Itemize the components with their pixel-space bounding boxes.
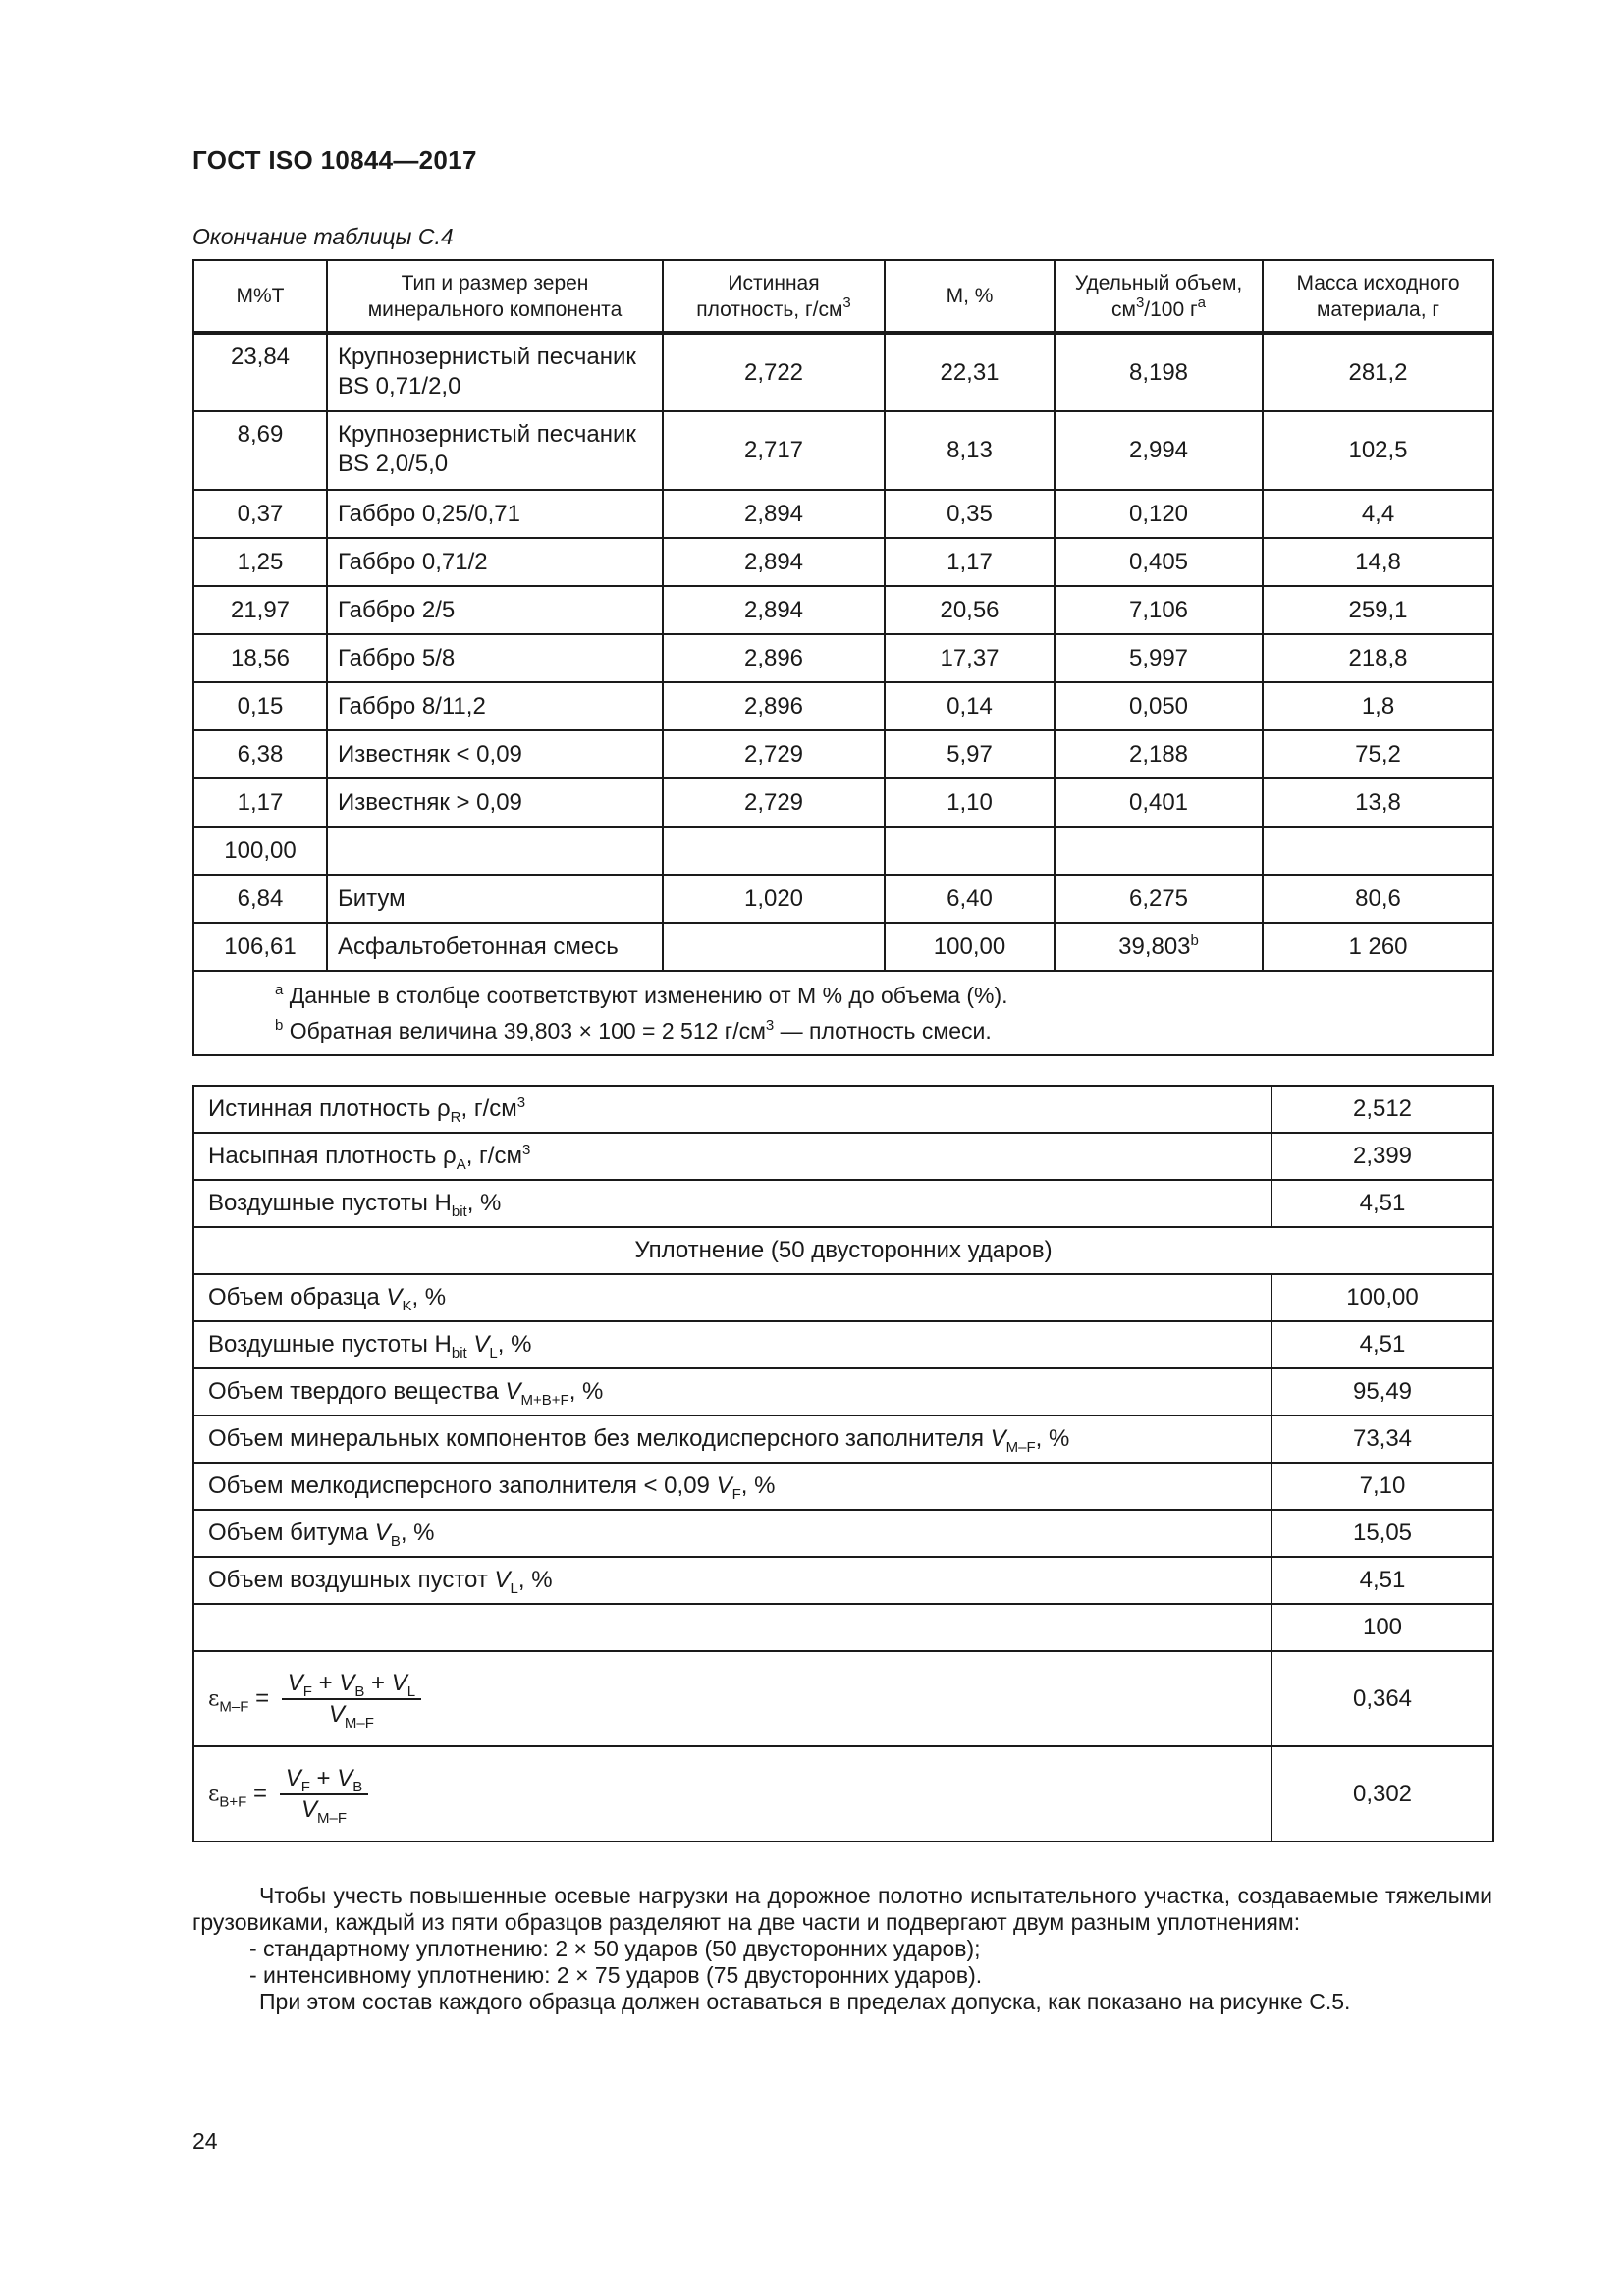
cell-mass: 13,8: [1263, 778, 1493, 827]
table-row: [193, 333, 1493, 411]
cell-name: Асфальтобетонная смесь: [327, 923, 663, 971]
cell-density: 2,717: [663, 411, 885, 490]
cell-m: 8,13: [885, 411, 1055, 490]
paragraph: При этом состав каждого образца должен оставаться в пределах допуска, как показано на рисунке С.5.: [259, 1989, 1351, 2014]
prop-row-solid-volume: [193, 1368, 1493, 1415]
cell-density: 1,020: [663, 875, 885, 923]
prop-label: Объем образца $V_K$, %: [193, 1274, 1272, 1321]
col-header-mass: Масса исходного материала, г: [1263, 260, 1493, 333]
cell-volume: 39,803$^b$: [1055, 923, 1263, 971]
cell-density: 2,896: [663, 634, 885, 682]
prop-value: 2,512: [1272, 1086, 1493, 1133]
cell-name: Известняк < 0,09: [327, 730, 663, 778]
prop-row-sample-volume: [193, 1274, 1493, 1321]
cell-mt: 106,61: [193, 923, 327, 971]
cell-mass: 281,2: [1263, 333, 1493, 411]
col-header-density: Истинная плотность, $г/см^3$: [663, 260, 885, 333]
prop-value: 0,364: [1272, 1651, 1493, 1746]
table-row: [193, 411, 1493, 490]
paragraph: Чтобы учесть повышенные осевые нагрузки на дорожное полотно испытательного участка, создаваемые тяжелыми грузовиками, каждый из пяти образцов разделяют на две части и подвергают двум разным уплотнениям:: [192, 1883, 1492, 1935]
prop-label: Воздушные пустоты $H_{bit}$, %: [193, 1180, 1272, 1227]
table-row-total: [193, 923, 1493, 971]
cell-mt: 6,84: [193, 875, 327, 923]
prop-row-total: [193, 1604, 1493, 1651]
page-number: 24: [192, 2128, 218, 2154]
prop-label: Насыпная плотность $\rho_A$, $г/см^3$: [193, 1133, 1272, 1180]
cell-mass: [1263, 827, 1493, 875]
footnotes-cell: [193, 971, 1493, 1055]
prop-value: 0,302: [1272, 1746, 1493, 1842]
cell-m: 1,10: [885, 778, 1055, 827]
prop-row-air-voids-vl: [193, 1321, 1493, 1368]
prop-label: Объем воздушных пустот $V_L$, %: [193, 1557, 1272, 1604]
prop-row-formula-mf: [193, 1651, 1493, 1746]
cell-mass: 102,5: [1263, 411, 1493, 490]
prop-label: Объем твердого вещества $V_{M+B+F}$, %: [193, 1368, 1272, 1415]
table-row: [193, 634, 1493, 682]
cell-m: 20,56: [885, 586, 1055, 634]
cell-volume: 0,120: [1055, 490, 1263, 538]
cell-mt: 0,15: [193, 682, 327, 730]
prop-label: [193, 1604, 1272, 1651]
cell-mass: 1 260: [1263, 923, 1493, 971]
table-header-row: [193, 260, 1493, 333]
prop-value: 4,51: [1272, 1180, 1493, 1227]
table-footnotes: [193, 971, 1493, 1055]
prop-label: Объем битума $V_B$, %: [193, 1510, 1272, 1557]
prop-value: 100,00: [1272, 1274, 1493, 1321]
prop-value: 2,399: [1272, 1133, 1493, 1180]
cell-name: Крупнозернистый песчаник BS 0,71/2,0: [327, 333, 663, 411]
cell-m: 1,17: [885, 538, 1055, 586]
cell-m: 0,14: [885, 682, 1055, 730]
cell-name: Известняк > 0,09: [327, 778, 663, 827]
prop-value: 15,05: [1272, 1510, 1493, 1557]
cell-mt: 21,97: [193, 586, 327, 634]
cell-density: 2,729: [663, 730, 885, 778]
cell-m: 6,40: [885, 875, 1055, 923]
cell-mass: 218,8: [1263, 634, 1493, 682]
cell-m: 22,31: [885, 333, 1055, 411]
cell-volume: 8,198: [1055, 333, 1263, 411]
cell-volume: [1055, 827, 1263, 875]
table-row: [193, 730, 1493, 778]
cell-mass: 1,8: [1263, 682, 1493, 730]
prop-row-void-volume: [193, 1557, 1493, 1604]
section-heading: Уплотнение (50 двусторонних ударов): [193, 1227, 1493, 1274]
col-header-m: M, %: [885, 260, 1055, 333]
composition-table: [192, 259, 1494, 1056]
cell-mt: 1,25: [193, 538, 327, 586]
cell-density: 2,894: [663, 538, 885, 586]
footnote-b: $^b$ Обратная величина 39,803 × 100 = 2 512 $г/см^3$ — плотность смеси.: [275, 1017, 992, 1043]
table-row-subtotal: [193, 827, 1493, 875]
prop-label: Объем мелкодисперсного заполнителя < 0,09 $V_F$, %: [193, 1463, 1272, 1510]
cell-m: 5,97: [885, 730, 1055, 778]
cell-density: 2,722: [663, 333, 885, 411]
cell-volume: 2,994: [1055, 411, 1263, 490]
list-item: - интенсивному уплотнению: 2 × 75 ударов (75 двусторонних ударов).: [249, 1962, 983, 1988]
cell-volume: 0,401: [1055, 778, 1263, 827]
col-header-type: Тип и размер зерен минерального компонента: [327, 260, 663, 333]
formula-epsilon-mf: $\varepsilon_{M-F}$ = $\frac{V_F + V_B + V_L}{V_{M-F}}$: [193, 1651, 1272, 1746]
cell-name: Крупнозернистый песчаник BS 2,0/5,0: [327, 411, 663, 490]
table-caption: Окончание таблицы С.4: [192, 224, 454, 249]
cell-mt: 8,69: [193, 411, 327, 490]
prop-value: 7,10: [1272, 1463, 1493, 1510]
cell-name: Битум: [327, 875, 663, 923]
cell-name: Габбро 5/8: [327, 634, 663, 682]
cell-name: Габбро 0,71/2: [327, 538, 663, 586]
prop-row-formula-bf: [193, 1746, 1493, 1842]
cell-name: Габбро 0,25/0,71: [327, 490, 663, 538]
cell-density: 2,896: [663, 682, 885, 730]
cell-mt: 100,00: [193, 827, 327, 875]
prop-value: 100: [1272, 1604, 1493, 1651]
cell-volume: 0,050: [1055, 682, 1263, 730]
formula-epsilon-bf: $\varepsilon_{B+F}$ = $\frac{V_F + V_B}{V_{M-F}}$: [193, 1746, 1272, 1842]
cell-name: Габбро 2/5: [327, 586, 663, 634]
prop-section-row: [193, 1227, 1493, 1274]
table-row: [193, 778, 1493, 827]
cell-m: [885, 827, 1055, 875]
cell-density: 2,894: [663, 586, 885, 634]
prop-value: 73,34: [1272, 1415, 1493, 1463]
list-item: - стандартному уплотнению: 2 × 50 ударов (50 двусторонних ударов);: [249, 1936, 981, 1961]
prop-row-air-voids: [193, 1180, 1493, 1227]
prop-value: 4,51: [1272, 1321, 1493, 1368]
document-header: ГОСТ ISO 10844—2017: [192, 145, 477, 175]
cell-volume: 2,188: [1055, 730, 1263, 778]
prop-label: Объем минеральных компонентов без мелкодисперсного заполнителя $V_{M-F}$, %: [193, 1415, 1272, 1463]
cell-density: [663, 827, 885, 875]
table-row: [193, 875, 1493, 923]
cell-density: 2,729: [663, 778, 885, 827]
cell-mt: 23,84: [193, 333, 327, 411]
cell-mt: 6,38: [193, 730, 327, 778]
table-row: [193, 586, 1493, 634]
cell-m: 100,00: [885, 923, 1055, 971]
cell-mass: 80,6: [1263, 875, 1493, 923]
cell-density: 2,894: [663, 490, 885, 538]
prop-row-filler-volume: [193, 1463, 1493, 1510]
prop-row-mineral-volume: [193, 1415, 1493, 1463]
cell-volume: 7,106: [1055, 586, 1263, 634]
prop-label: Истинная плотность $\rho_R$, $г/см^3$: [193, 1086, 1272, 1133]
cell-mass: 259,1: [1263, 586, 1493, 634]
cell-name: [327, 827, 663, 875]
cell-mass: 4,4: [1263, 490, 1493, 538]
table-row: [193, 682, 1493, 730]
table-row: [193, 538, 1493, 586]
cell-m: 0,35: [885, 490, 1055, 538]
col-header-volume: Удельный объем, $см^3/100$ $г^a$: [1055, 260, 1263, 333]
body-text: [192, 1883, 1492, 2015]
cell-name: Габбро 8/11,2: [327, 682, 663, 730]
cell-mass: 14,8: [1263, 538, 1493, 586]
cell-mt: 0,37: [193, 490, 327, 538]
table-row: [193, 490, 1493, 538]
footnote-a: $^a$ Данные в столбце соответствуют изменению от M % до объема (%).: [275, 982, 1008, 1008]
col-header-mt: M%T: [193, 260, 327, 333]
prop-label: Воздушные пустоты $H_{bit}$ $V_L$, %: [193, 1321, 1272, 1368]
cell-volume: 0,405: [1055, 538, 1263, 586]
prop-row-true-density: [193, 1086, 1493, 1133]
cell-mt: 1,17: [193, 778, 327, 827]
prop-value: 4,51: [1272, 1557, 1493, 1604]
prop-value: 95,49: [1272, 1368, 1493, 1415]
cell-volume: 5,997: [1055, 634, 1263, 682]
cell-mass: 75,2: [1263, 730, 1493, 778]
properties-table: [192, 1085, 1494, 1842]
cell-density: [663, 923, 885, 971]
prop-row-bulk-density: [193, 1133, 1493, 1180]
cell-mt: 18,56: [193, 634, 327, 682]
cell-m: 17,37: [885, 634, 1055, 682]
prop-row-bitumen-volume: [193, 1510, 1493, 1557]
cell-volume: 6,275: [1055, 875, 1263, 923]
